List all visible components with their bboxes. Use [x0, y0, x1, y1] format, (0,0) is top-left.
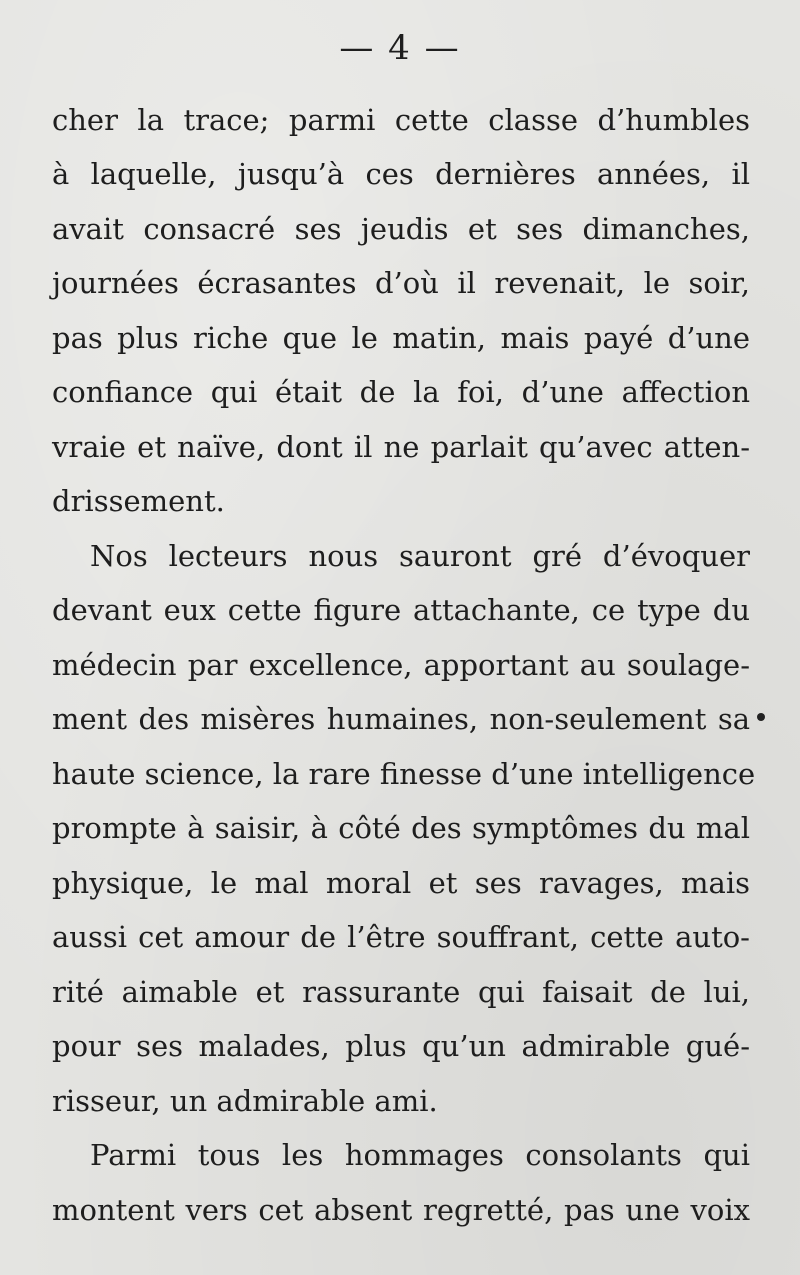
text-line: physique, le mal moral et ses ravages, mais: [52, 866, 750, 900]
text-line: pour ses malades, plus qu’un admirable gué-: [52, 1029, 750, 1063]
text-line: confiance qui était de la foi, d’une affection: [52, 375, 750, 409]
paragraph-first-line: Nos lecteurs nous sauront gré d’évoquer: [90, 539, 750, 573]
text-line: vraie et naïve, dont il ne parlait qu’avec atten-: [52, 430, 750, 464]
text-line: à laquelle, jusqu’à ces dernières années, il: [52, 157, 750, 191]
text-line: drissement.: [52, 484, 225, 518]
text-line: journées écrasantes d’où il revenait, le soir,: [52, 266, 750, 300]
text-line: risseur, un admirable ami.: [52, 1084, 438, 1118]
text-line: prompte à saisir, à côté des symptômes du mal: [52, 811, 750, 845]
text-line: cher la trace; parmi cette classe d’humbles: [52, 103, 750, 137]
text-line: avait consacré ses jeudis et ses dimanches,: [52, 212, 750, 246]
text-line: médecin par excellence, apportant au soulage-: [52, 648, 750, 682]
ink-speck: [757, 713, 765, 721]
text-line: aussi cet amour de l’être souffrant, cette auto-: [52, 920, 750, 954]
text-line: pas plus riche que le matin, mais payé d’une: [52, 321, 750, 355]
text-line: devant eux cette figure attachante, ce type du: [52, 593, 750, 627]
text-line: rité aimable et rassurante qui faisait de lui,: [52, 975, 750, 1009]
text-line: ment des misères humaines, non-seulement sa: [52, 702, 750, 736]
page-number: — 4 —: [339, 28, 461, 68]
text-line: haute science, la rare finesse d’une intelligence: [52, 757, 756, 791]
text-line: montent vers cet absent regretté, pas une voix: [52, 1193, 750, 1227]
paragraph-first-line: Parmi tous les hommages consolants qui: [90, 1138, 750, 1172]
